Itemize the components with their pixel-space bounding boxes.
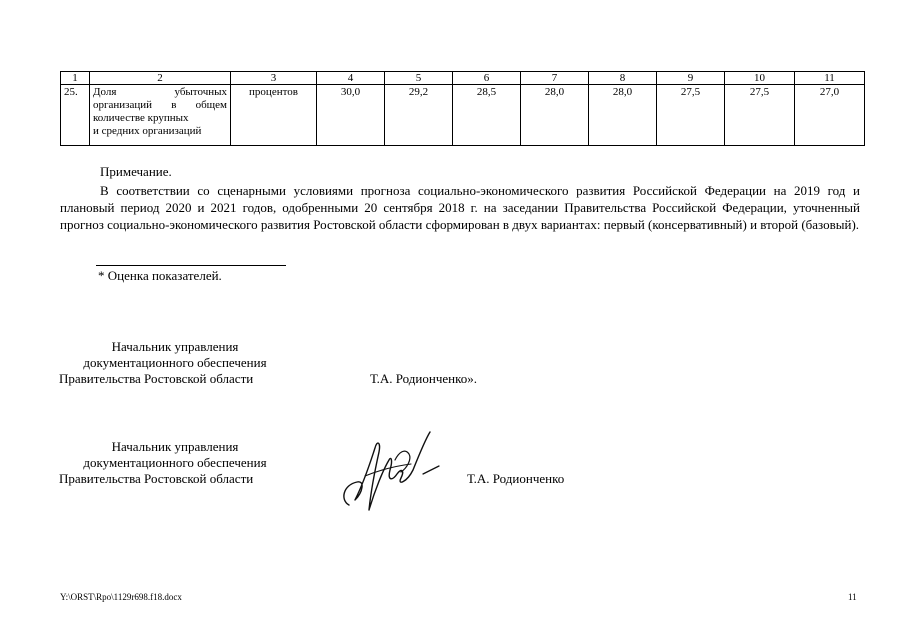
- signatory-name-1: Т.А. Родионченко».: [370, 371, 478, 386]
- signature-title-line: документационного обеспечения: [83, 455, 267, 470]
- signature-block-2: [60, 439, 290, 487]
- unit-cell: процентов: [231, 85, 317, 146]
- table-row: [61, 85, 865, 146]
- signature-title-line: документационного обеспечения: [83, 355, 267, 370]
- header-cell: 7: [521, 72, 589, 85]
- value-cell: 27,5: [725, 85, 795, 146]
- value-cell: 30,0: [317, 85, 385, 146]
- footnote: * Оценка показателей.: [98, 268, 222, 283]
- file-path: Y:\ORST\Rpo\1129r698.f18.docx: [60, 592, 182, 602]
- signature-title-line: Начальник управления: [111, 439, 239, 454]
- page-number: 11: [848, 592, 857, 602]
- value-cell: 28,0: [521, 85, 589, 146]
- signature-title-line: Правительства Ростовской области: [59, 371, 254, 386]
- note-body: В соответствии со сценарными условиями прогноза социально-экономического развития Российской Федерации на 2019 год и плановый период 2020 и 2021 годов, одобренными 20 сентября 2018 г. на заседании Правительства Российской Федерации, уточненный прогноз социально-экономического развития Ростовской области сформирован в двух вариантах: первый (консервативный) и второй (базовый).: [60, 183, 860, 232]
- signature-block-1: [60, 339, 290, 387]
- header-cell: 2: [90, 72, 231, 85]
- footnote-divider: [96, 265, 286, 266]
- value-cell: 27,0: [795, 85, 865, 146]
- header-cell: 6: [453, 72, 521, 85]
- note-title: Примечание.: [100, 164, 172, 179]
- header-cell: 5: [385, 72, 453, 85]
- header-cell: 1: [61, 72, 90, 85]
- indicator-name-line: Доля убыточных: [93, 86, 227, 98]
- row-number: 25.: [61, 85, 90, 146]
- indicator-name-line: и средних организаций: [93, 125, 202, 137]
- handwritten-signature: [335, 430, 445, 520]
- header-cell: 3: [231, 72, 317, 85]
- header-cell: 8: [589, 72, 657, 85]
- value-cell: 29,2: [385, 85, 453, 146]
- signature-title-line: Правительства Ростовской области: [59, 471, 254, 486]
- table-header-row: [61, 72, 865, 85]
- indicator-table: [60, 71, 865, 146]
- value-cell: 28,5: [453, 85, 521, 146]
- header-cell: 9: [657, 72, 725, 85]
- indicator-name: [90, 85, 231, 146]
- header-cell: 11: [795, 72, 865, 85]
- signatory-name-2: Т.А. Родионченко: [467, 471, 565, 486]
- indicator-name-line: организаций в общем: [93, 99, 227, 111]
- signature-title-line: Начальник управления: [111, 339, 239, 354]
- header-cell: 4: [317, 72, 385, 85]
- value-cell: 28,0: [589, 85, 657, 146]
- header-cell: 10: [725, 72, 795, 85]
- indicator-name-line: количестве крупных: [93, 112, 189, 124]
- value-cell: 27,5: [657, 85, 725, 146]
